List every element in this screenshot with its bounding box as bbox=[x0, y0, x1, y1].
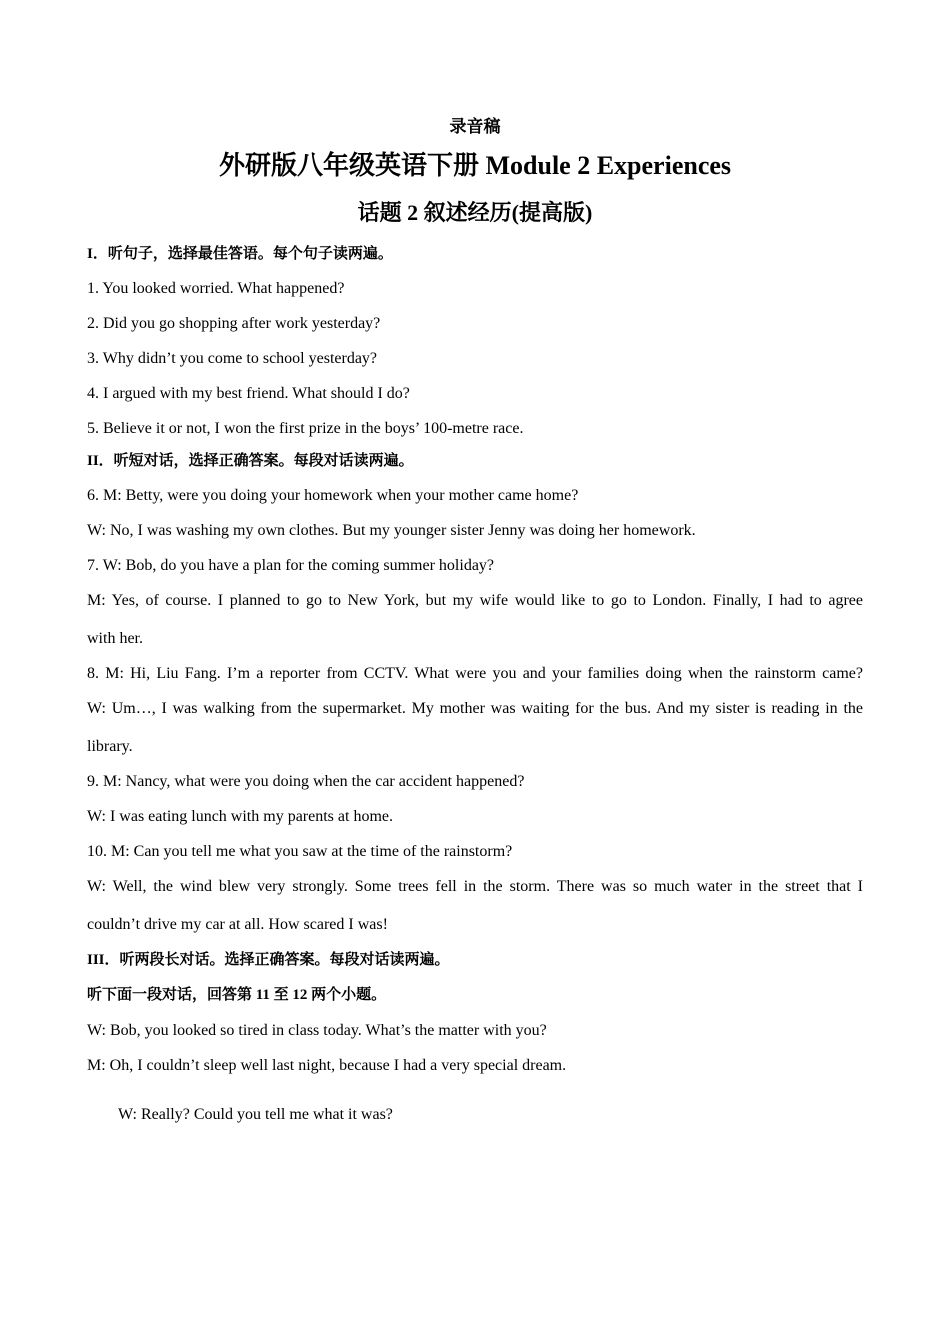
dialogue-10-w-cont: couldn’t drive my car at all. How scared I was! bbox=[87, 916, 388, 933]
sentence-2: 2. Did you go shopping after work yesterday? bbox=[87, 315, 381, 332]
long-dialogue-w-2: W: Really? Could you tell me what it was? bbox=[118, 1106, 393, 1123]
section-3-heading: III．听两段长对话。选择正确答案。每段对话读两遍。 bbox=[87, 952, 450, 968]
long-dialogue-m-1: M: Oh, I couldn’t sleep well last night, because I had a very special dream. bbox=[87, 1057, 567, 1074]
long-dialogue-w-1: W: Bob, you looked so tired in class today. What’s the matter with you? bbox=[87, 1022, 547, 1039]
dialogue-7-m-cont: with her. bbox=[87, 630, 143, 647]
doc-title: 外研版八年级英语下册 Module 2 Experiences bbox=[218, 151, 732, 180]
sentence-5: 5. Believe it or not, I won the first prize in the boys’ 100-metre race. bbox=[87, 420, 524, 437]
dialogue-9-m: 9. M: Nancy, what were you doing when the car accident happened? bbox=[87, 773, 525, 790]
dialogue-10-w: W: Well, the wind blew very strongly. Some trees fell in the storm. There was so much water in the street that I bbox=[87, 878, 863, 895]
dialogue-6-w: W: No, I was washing my own clothes. But my younger sister Jenny was doing her homework. bbox=[87, 522, 696, 539]
section-2-heading: II．听短对话，选择正确答案。每段对话读两遍。 bbox=[87, 453, 414, 469]
section-1-heading: I．听句子，选择最佳答语。每个句子读两遍。 bbox=[87, 246, 393, 262]
dialogue-7-w: 7. W: Bob, do you have a plan for the coming summer holiday? bbox=[87, 557, 495, 574]
sentence-1: 1. You looked worried. What happened? bbox=[87, 280, 345, 297]
doc-subtitle: 话题 2 叙述经历(提高版) bbox=[357, 200, 593, 225]
section-3-note: 听下面一段对话，回答第 11 至 12 两个小题。 bbox=[87, 987, 387, 1003]
dialogue-8-w: W: Um…, I was walking from the supermarket. My mother was waiting for the bus. And my sister is reading in the bbox=[87, 700, 863, 717]
sentence-4: 4. I argued with my best friend. What should I do? bbox=[87, 385, 410, 402]
dialogue-7-m: M: Yes, of course. I planned to go to New York, but my wife would like to go to London. Finally, I had to agree bbox=[87, 592, 863, 609]
dialogue-10-m: 10. M: Can you tell me what you saw at the time of the rainstorm? bbox=[87, 843, 513, 860]
dialogue-8-w-cont: library. bbox=[87, 738, 133, 755]
dialogue-8-m: 8. M: Hi, Liu Fang. I’m a reporter from CCTV. What were you and your families doing when the rainstorm came? bbox=[87, 665, 863, 682]
dialogue-6-m: 6. M: Betty, were you doing your homework when your mother came home? bbox=[87, 487, 579, 504]
doc-label: 录音稿 bbox=[449, 117, 501, 136]
dialogue-9-w: W: I was eating lunch with my parents at home. bbox=[87, 808, 393, 825]
sentence-3: 3. Why didn’t you come to school yesterday? bbox=[87, 350, 378, 367]
